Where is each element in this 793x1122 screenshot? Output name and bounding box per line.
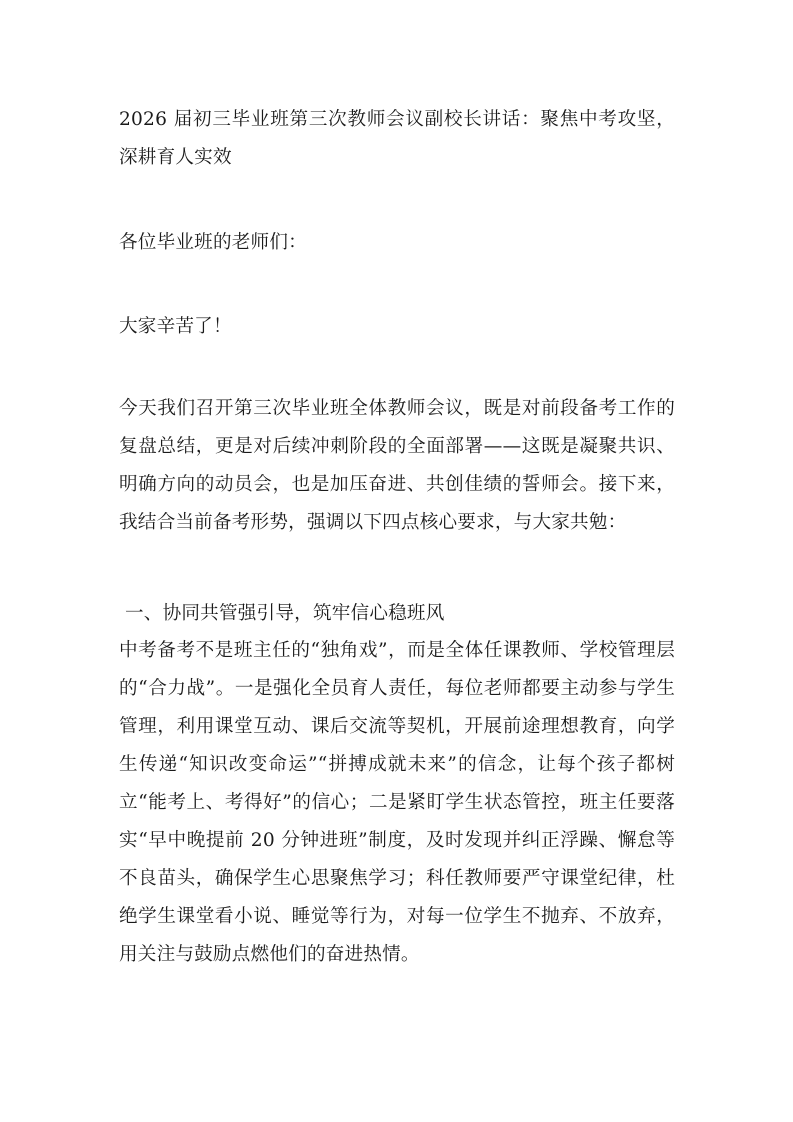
document-title: 2026 届初三毕业班第三次教师会议副校长讲话：聚焦中考攻坚，深耕育人实效 bbox=[119, 109, 675, 168]
section-heading-1: 一、协同共管强引导，筑牢信心稳班风 bbox=[125, 603, 445, 624]
salutation: 各位毕业班的老师们： bbox=[119, 232, 307, 253]
greeting: 大家辛苦了！ bbox=[119, 316, 232, 337]
intro-paragraph: 今天我们召开第三次毕业班全体教师会议，既是对前段备考工作的复盘总结，更是对后续冲刺阶段的全面部署——这既是凝聚共识、明确方向的动员会，也是加压奋进、共创佳绩的誓师会。接下来，我结合当前备考形势，强调以下四点核心要求，与大家共勉： bbox=[119, 398, 675, 533]
section-body-1: 中考备考不是班主任的“独角戏”，而是全体任课教师、学校管理层的“合力战”。一是强化全员育人责任，每位老师都要主动参与学生管理，利用课堂互动、课后交流等契机，开展前途理想教育，向学生传递“知识改变命运”“拼搏成就未来”的信念，让每个孩子都树立“能考上、考得好”的信心；二是紧盯学生状态管控，班主任要落实“早中晚提前 20 分钟进班”制度，及时发现并纠正浮躁、懈怠等不良苗头，确保学生心思聚焦学习；科任教师要严守课堂纪律，杜绝学生课堂看小说、睡觉等行为，对每一位学生不抛弃、不放弃，用关注与鼓励点燃他们的奋进热情。 bbox=[119, 640, 675, 965]
